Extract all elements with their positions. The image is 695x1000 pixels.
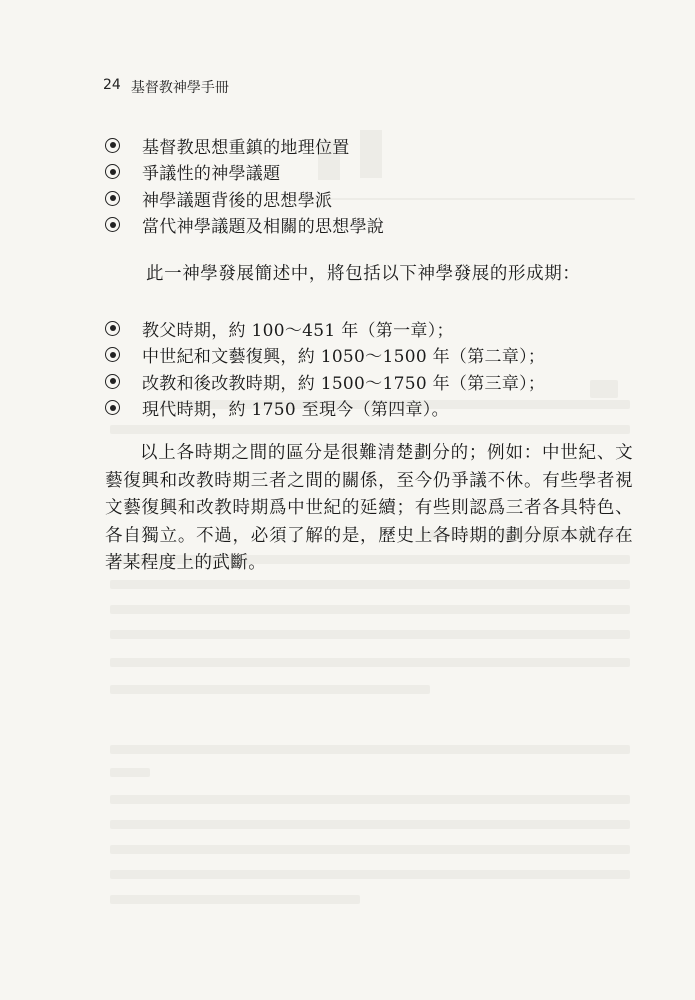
bullet-icon (105, 400, 120, 415)
list-item: 基督教思想重鎮的地理位置 (105, 132, 384, 159)
bullet-icon (105, 347, 120, 362)
period-list (105, 315, 545, 421)
list-item: 爭議性的神學議題 (105, 159, 384, 186)
body-paragraph: 以上各時期之間的區分是很難清楚劃分的；例如：中世紀、文藝復興和改教時期三者之間的關係，至今仍爭議不休。有些學者視文藝復興和改教時期爲中世紀的延續；有些則認爲三者各具特色、各自獨立。不過，必須了解的是，歷史上各時期的劃分原本就存在著某程度上的武斷。 (105, 443, 633, 573)
list-item: 當代神學議題及相關的思想學說 (105, 212, 384, 239)
list-item: 神學議題背後的思想學派 (105, 185, 384, 212)
bullet-icon (105, 374, 120, 389)
bullet-icon (105, 321, 120, 336)
list-item: 中世紀和文藝復興，約 1050～1500 年（第二章）； (105, 342, 545, 369)
running-header (103, 77, 229, 97)
list-item: 教父時期，約 100～451 年（第一章）； (105, 315, 545, 342)
page-number: 24 (103, 77, 121, 93)
bullet-icon (105, 164, 120, 179)
bullet-icon (105, 191, 120, 206)
intro-sentence: 此一神學發展簡述中，將包括以下神學發展的形成期： (146, 264, 581, 284)
bullet-icon (105, 217, 120, 232)
topic-list (105, 132, 384, 238)
list-item: 現代時期，約 1750 至現今（第四章）。 (105, 395, 545, 422)
list-item: 改教和後改教時期，約 1500～1750 年（第三章）； (105, 368, 545, 395)
bullet-icon (105, 138, 120, 153)
book-title: 基督教神學手冊 (130, 80, 229, 96)
